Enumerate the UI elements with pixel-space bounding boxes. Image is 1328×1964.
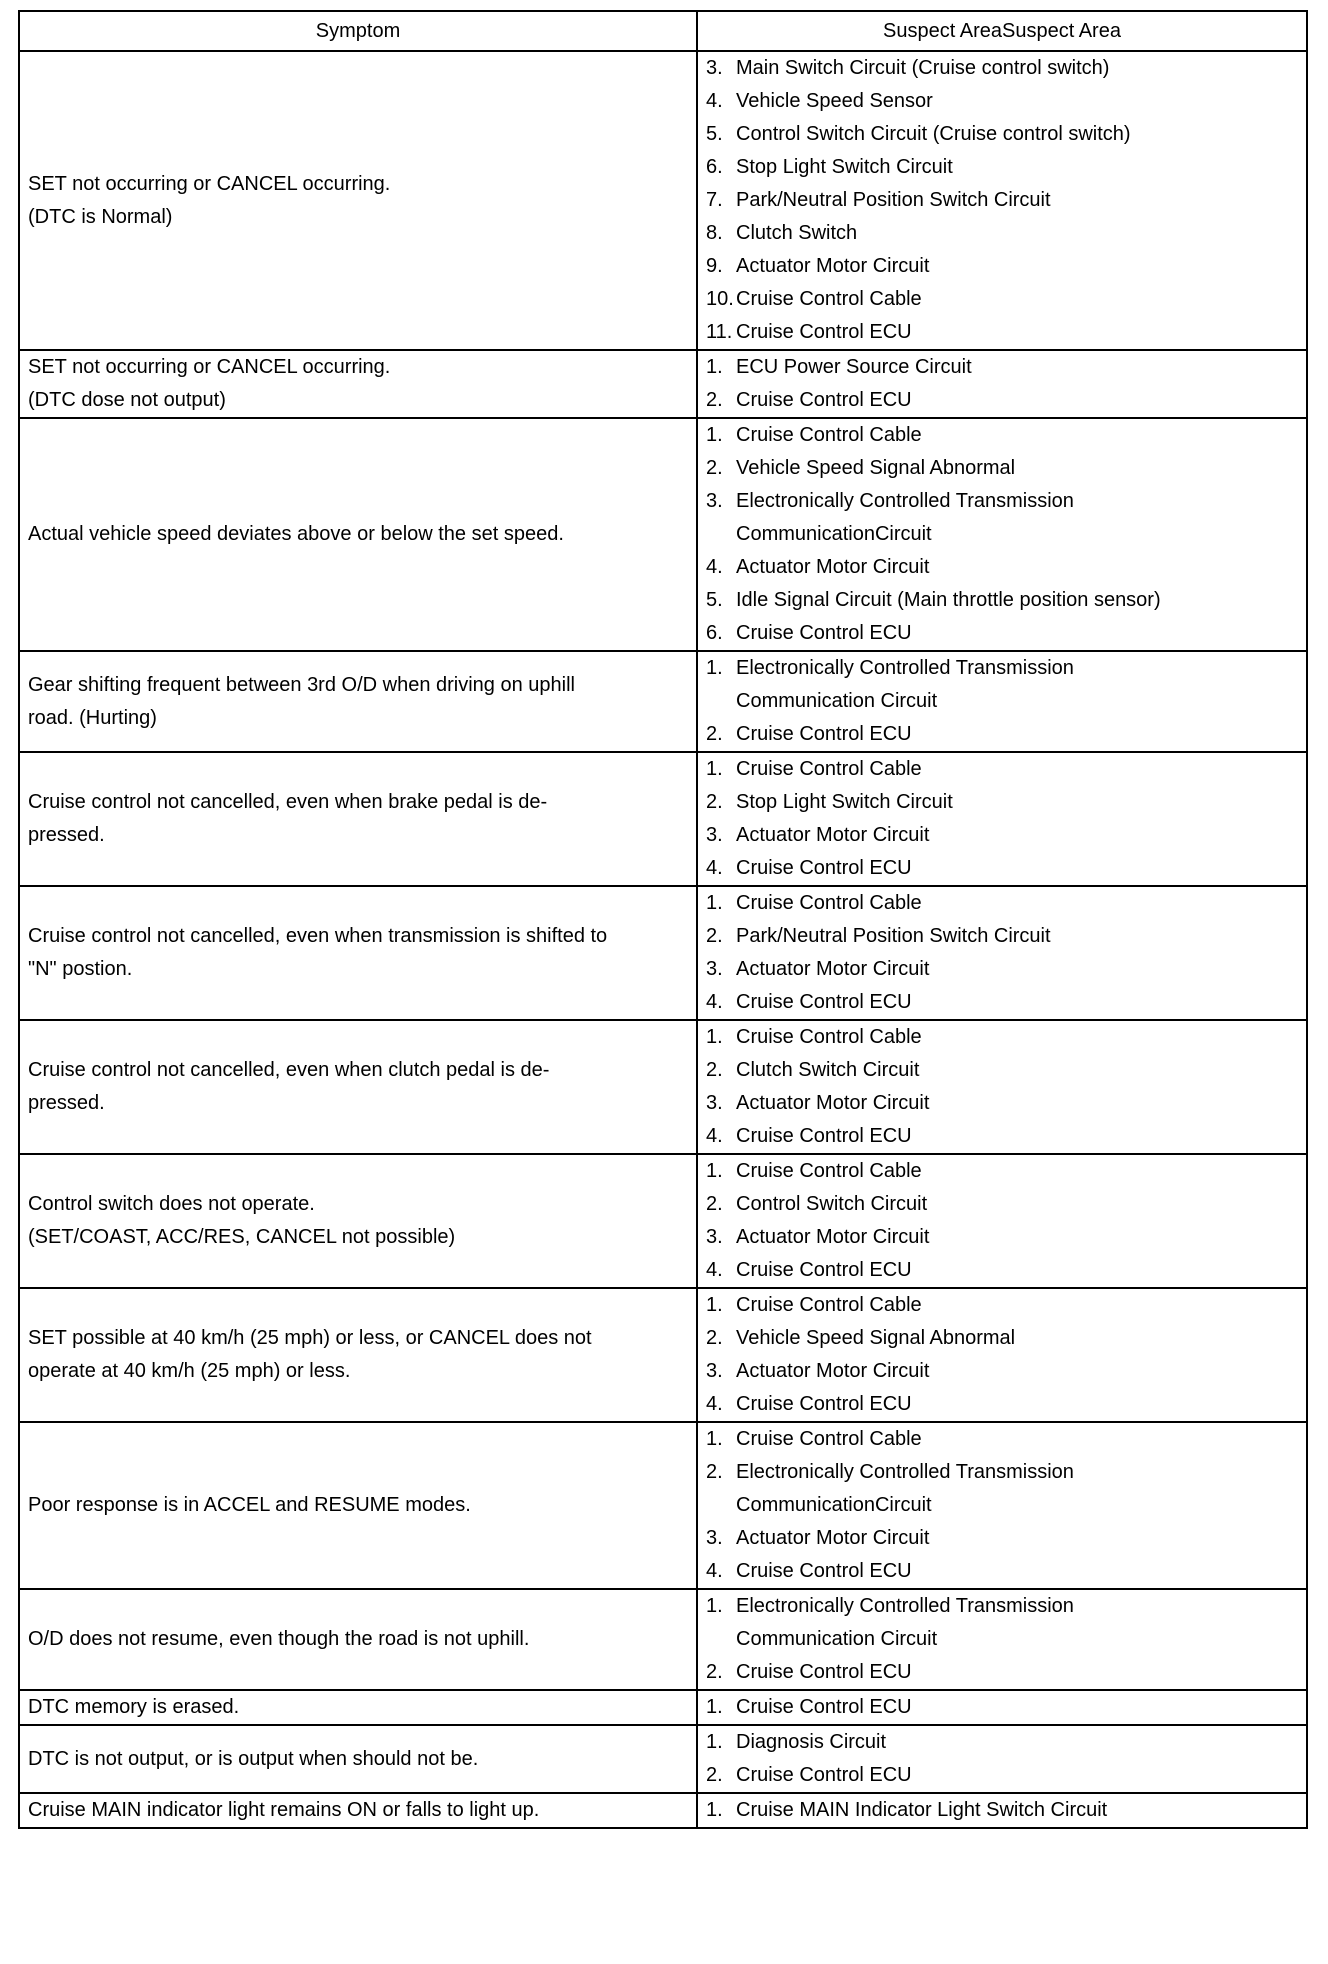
table-row xyxy=(19,1288,1307,1422)
suspect-area-cell xyxy=(697,51,1307,350)
suspect-item-text: Actuator Motor Circuit xyxy=(736,1226,930,1248)
suspect-item-text: Cruise Control Cable xyxy=(736,758,922,780)
suspect-item-text: Idle Signal Circuit (Main throttle position sensor) xyxy=(736,589,1161,611)
suspect-item xyxy=(706,1021,1298,1054)
suspect-item xyxy=(706,316,1298,349)
suspect-item-number: 2. xyxy=(706,1327,723,1349)
troubleshooting-table xyxy=(18,10,1308,1829)
suspect-item xyxy=(706,1289,1298,1322)
suspect-item-number: 1. xyxy=(706,1160,723,1182)
suspect-item xyxy=(706,1254,1298,1287)
suspect-item-number: 11. xyxy=(706,321,733,343)
suspect-item xyxy=(706,1188,1298,1221)
suspect-item-number: 4. xyxy=(706,556,723,578)
suspect-item-text: Cruise Control ECU xyxy=(736,321,912,343)
symptom-cell xyxy=(19,1288,697,1422)
table-row xyxy=(19,350,1307,418)
suspect-item xyxy=(706,283,1298,316)
symptom-cell xyxy=(19,1690,697,1725)
suspect-item-text: Electronically Controlled Transmission xyxy=(736,657,1074,679)
suspect-item-number: 4. xyxy=(706,991,723,1013)
suspect-item-number: 4. xyxy=(706,90,723,112)
suspect-item-text: Electronically Controlled Transmission xyxy=(736,1461,1074,1483)
suspect-item xyxy=(706,1555,1298,1588)
symptom-text-line: Poor response is in ACCEL and RESUME modes. xyxy=(28,1494,471,1516)
table-row xyxy=(19,1589,1307,1690)
table-row xyxy=(19,418,1307,651)
suspect-item xyxy=(706,1656,1298,1689)
suspect-item-number: 1. xyxy=(706,892,723,914)
suspect-item-text: Cruise Control ECU xyxy=(736,1696,912,1718)
suspect-item-number: 3. xyxy=(706,1360,723,1382)
suspect-item xyxy=(706,852,1298,885)
suspect-item xyxy=(706,617,1298,650)
symptom-text-line: Control switch does not operate. xyxy=(28,1193,315,1215)
header-row xyxy=(19,11,1307,51)
suspect-item xyxy=(706,1155,1298,1188)
suspect-item-text: Cruise Control Cable xyxy=(736,1160,922,1182)
suspect-item xyxy=(706,1087,1298,1120)
suspect-item-number: 1. xyxy=(706,424,723,446)
suspect-item-text: Cruise Control ECU xyxy=(736,1764,912,1786)
symptom-cell xyxy=(19,1793,697,1828)
suspect-item xyxy=(706,584,1298,617)
suspect-item-number: 2. xyxy=(706,723,723,745)
suspect-item xyxy=(706,250,1298,283)
suspect-area-cell xyxy=(697,886,1307,1020)
suspect-item-text: Clutch Switch Circuit xyxy=(736,1059,920,1081)
suspect-area-column-header: Suspect AreaSuspect Area xyxy=(697,11,1307,51)
suspect-item-text: Park/Neutral Position Switch Circuit xyxy=(736,189,1051,211)
suspect-item-number: 6. xyxy=(706,622,723,644)
suspect-area-cell xyxy=(697,350,1307,418)
suspect-item-number: 10. xyxy=(706,288,734,310)
symptom-text-line: DTC is not output, or is output when should not be. xyxy=(28,1747,479,1770)
symptom-text-line: Cruise control not cancelled, even when brake pedal is de- xyxy=(28,791,548,813)
suspect-item-text: Cruise Control Cable xyxy=(736,424,922,446)
suspect-item-text: Cruise Control Cable xyxy=(736,1026,922,1048)
suspect-item xyxy=(706,551,1298,584)
suspect-item xyxy=(706,786,1298,819)
suspect-item-text: Control Switch Circuit xyxy=(736,1193,928,1215)
suspect-item-number: 1. xyxy=(706,1799,723,1821)
suspect-item-number: 8. xyxy=(706,222,723,244)
symptom-text-line: pressed. xyxy=(28,824,105,846)
table-row xyxy=(19,1793,1307,1828)
suspect-item-number: 2. xyxy=(706,1059,723,1081)
suspect-item-number: 4. xyxy=(706,857,723,879)
suspect-item-text: Actuator Motor Circuit xyxy=(736,958,930,980)
suspect-item-text: Vehicle Speed Signal Abnormal xyxy=(736,457,1016,479)
symptom-cell xyxy=(19,1725,697,1793)
suspect-item-text: Cruise Control ECU xyxy=(736,1661,912,1683)
suspect-item xyxy=(706,1522,1298,1555)
table-row xyxy=(19,51,1307,350)
suspect-item-number: 2. xyxy=(706,791,723,813)
suspect-item xyxy=(706,351,1298,384)
symptom-cell xyxy=(19,752,697,886)
suspect-item-text: Clutch Switch xyxy=(736,222,858,244)
symptom-text-line: (DTC dose not output) xyxy=(28,389,226,411)
symptom-cell xyxy=(19,51,697,350)
symptom-text-line: Cruise control not cancelled, even when clutch pedal is de- xyxy=(28,1059,550,1081)
symptom-text-line: pressed. xyxy=(28,1092,105,1114)
suspect-item xyxy=(706,452,1298,485)
suspect-area-cell xyxy=(697,1690,1307,1725)
suspect-area-cell xyxy=(697,1725,1307,1793)
suspect-item-text: Actuator Motor Circuit xyxy=(736,1527,930,1549)
suspect-item-number: 1. xyxy=(706,1696,723,1718)
suspect-item xyxy=(706,118,1298,151)
suspect-item-text: Cruise Control Cable xyxy=(736,1294,922,1316)
suspect-area-cell xyxy=(697,1589,1307,1690)
suspect-area-cell xyxy=(697,1154,1307,1288)
suspect-item xyxy=(706,753,1298,786)
suspect-item-text: Park/Neutral Position Switch Circuit xyxy=(736,925,1051,947)
suspect-item-number: 1. xyxy=(706,758,723,780)
suspect-item xyxy=(706,1120,1298,1153)
suspect-item-number: 3. xyxy=(706,824,723,846)
symptom-cell xyxy=(19,1020,697,1154)
suspect-item-text: Electronically Controlled Transmission xyxy=(736,490,1074,512)
suspect-item xyxy=(706,384,1298,417)
suspect-item-text: Cruise MAIN Indicator Light Switch Circuit xyxy=(736,1799,1108,1821)
suspect-item xyxy=(706,1726,1298,1759)
suspect-item-number: 3. xyxy=(706,57,723,79)
suspect-item xyxy=(706,151,1298,184)
suspect-item-text: Cruise Control Cable xyxy=(736,288,922,310)
suspect-item-number: 1. xyxy=(706,1428,723,1450)
suspect-item-number: 2. xyxy=(706,1661,723,1683)
suspect-item xyxy=(706,85,1298,118)
suspect-item xyxy=(706,953,1298,986)
suspect-item-text: Main Switch Circuit (Cruise control switch) xyxy=(736,57,1110,79)
suspect-item-text: Actuator Motor Circuit xyxy=(736,255,930,277)
suspect-item-number: 1. xyxy=(706,657,723,679)
suspect-item xyxy=(706,718,1298,751)
suspect-item-text: Electronically Controlled Transmission xyxy=(736,1595,1074,1617)
symptom-cell xyxy=(19,1422,697,1589)
suspect-item-number: 3. xyxy=(706,1092,723,1114)
suspect-item-text: Cruise Control ECU xyxy=(736,991,912,1013)
symptom-cell xyxy=(19,418,697,651)
table-row xyxy=(19,886,1307,1020)
suspect-item-continuation: CommunicationCircuit xyxy=(736,523,932,545)
suspect-item-text: ECU Power Source Circuit xyxy=(736,356,972,378)
suspect-item-number: 4. xyxy=(706,1125,723,1147)
suspect-item-text: Cruise Control ECU xyxy=(736,1125,912,1147)
table-row xyxy=(19,651,1307,752)
symptom-cell xyxy=(19,1154,697,1288)
suspect-item xyxy=(706,1759,1298,1792)
suspect-item-number: 2. xyxy=(706,1764,723,1786)
table-row xyxy=(19,752,1307,886)
symptom-text-line: Cruise MAIN indicator light remains ON or falls to light up. xyxy=(28,1799,540,1821)
suspect-item-text: Cruise Control ECU xyxy=(736,723,912,745)
suspect-item-text: Stop Light Switch Circuit xyxy=(736,791,953,813)
suspect-item xyxy=(706,485,1298,518)
suspect-item-number: 1. xyxy=(706,1595,723,1617)
table-row xyxy=(19,1725,1307,1793)
suspect-item xyxy=(706,1456,1298,1489)
symptom-text-line: SET not occurring or CANCEL occurring. xyxy=(28,356,391,378)
symptom-cell xyxy=(19,886,697,1020)
symptom-text-line: operate at 40 km/h (25 mph) or less. xyxy=(28,1360,351,1382)
suspect-item-text: Stop Light Switch Circuit xyxy=(736,156,953,178)
suspect-item xyxy=(706,819,1298,852)
suspect-item xyxy=(706,887,1298,920)
suspect-item-number: 2. xyxy=(706,1461,723,1483)
symptom-text-line: SET possible at 40 km/h (25 mph) or less, or CANCEL does not xyxy=(28,1327,592,1349)
symptom-cell xyxy=(19,1589,697,1690)
suspect-item xyxy=(706,1355,1298,1388)
suspect-item-text: Diagnosis Circuit xyxy=(736,1731,887,1753)
symptom-text-line: (DTC is Normal) xyxy=(28,205,173,228)
suspect-item xyxy=(706,1054,1298,1087)
suspect-item xyxy=(706,1794,1298,1827)
suspect-item-text: Control Switch Circuit (Cruise control switch) xyxy=(736,123,1131,145)
suspect-item-number: 9. xyxy=(706,255,723,277)
symptom-text-line: road. (Hurting) xyxy=(28,706,157,729)
table-body xyxy=(19,51,1307,1828)
suspect-area-cell xyxy=(697,1288,1307,1422)
suspect-item-continuation: Communication Circuit xyxy=(736,1628,938,1650)
suspect-item-number: 5. xyxy=(706,123,723,145)
symptom-cell xyxy=(19,651,697,752)
suspect-item-number: 3. xyxy=(706,490,723,512)
suspect-item-number: 4. xyxy=(706,1560,723,1582)
suspect-item-number: 3. xyxy=(706,958,723,980)
suspect-item-number: 3. xyxy=(706,1226,723,1248)
suspect-area-cell xyxy=(697,651,1307,752)
suspect-item-text: Actuator Motor Circuit xyxy=(736,824,930,846)
suspect-item-text: Cruise Control ECU xyxy=(736,1259,912,1281)
suspect-item-text: Cruise Control Cable xyxy=(736,892,922,914)
suspect-item-continuation: CommunicationCircuit xyxy=(736,1494,932,1516)
suspect-item-text: Cruise Control ECU xyxy=(736,1393,912,1415)
suspect-item-number: 7. xyxy=(706,189,723,211)
suspect-item-text: Cruise Control Cable xyxy=(736,1428,922,1450)
suspect-item-text: Vehicle Speed Sensor xyxy=(736,90,933,112)
suspect-area-cell xyxy=(697,418,1307,651)
symptom-text-line: O/D does not resume, even though the road is not uphill. xyxy=(28,1628,530,1650)
suspect-item-number: 4. xyxy=(706,1393,723,1415)
table-row xyxy=(19,1154,1307,1288)
symptom-text-line: DTC memory is erased. xyxy=(28,1696,240,1718)
suspect-item xyxy=(706,52,1298,85)
suspect-item-text: Cruise Control ECU xyxy=(736,622,912,644)
suspect-item-number: 2. xyxy=(706,389,723,411)
symptom-column-header: Symptom xyxy=(19,11,697,51)
suspect-item-text: Cruise Control ECU xyxy=(736,1560,912,1582)
suspect-item xyxy=(706,419,1298,452)
suspect-item xyxy=(706,1388,1298,1421)
suspect-item-number: 2. xyxy=(706,1193,723,1215)
suspect-item xyxy=(706,1221,1298,1254)
suspect-item-number: 1. xyxy=(706,356,723,378)
suspect-item xyxy=(706,184,1298,217)
suspect-item-number: 3. xyxy=(706,1527,723,1549)
table-row xyxy=(19,1020,1307,1154)
suspect-item xyxy=(706,1423,1298,1456)
symptom-text-line: (SET/COAST, ACC/RES, CANCEL not possible) xyxy=(28,1226,456,1248)
suspect-item-text: Vehicle Speed Signal Abnormal xyxy=(736,1327,1016,1349)
suspect-item xyxy=(706,1322,1298,1355)
symptom-text-line: "N" postion. xyxy=(28,958,133,980)
suspect-item xyxy=(706,1691,1298,1724)
suspect-item xyxy=(706,1590,1298,1623)
suspect-item-number: 5. xyxy=(706,589,723,611)
suspect-item-number: 2. xyxy=(706,925,723,947)
suspect-item-text: Actuator Motor Circuit xyxy=(736,556,930,578)
suspect-area-cell xyxy=(697,1422,1307,1589)
suspect-item xyxy=(706,217,1298,250)
symptom-text-line: Cruise control not cancelled, even when transmission is shifted to xyxy=(28,925,608,947)
suspect-item-text: Actuator Motor Circuit xyxy=(736,1360,930,1382)
suspect-item xyxy=(706,920,1298,953)
symptom-text-line: Actual vehicle speed deviates above or below the set speed. xyxy=(28,523,564,545)
suspect-area-cell xyxy=(697,1020,1307,1154)
symptom-text-line: Gear shifting frequent between 3rd O/D when driving on uphill xyxy=(28,673,575,696)
suspect-item-continuation: Communication Circuit xyxy=(736,690,938,712)
suspect-item-text: Actuator Motor Circuit xyxy=(736,1092,930,1114)
suspect-area-cell xyxy=(697,1793,1307,1828)
suspect-item-text: Cruise Control ECU xyxy=(736,389,912,411)
suspect-item xyxy=(706,986,1298,1019)
suspect-item-text: Cruise Control ECU xyxy=(736,857,912,879)
suspect-item-number: 4. xyxy=(706,1259,723,1281)
symptom-cell xyxy=(19,350,697,418)
table-row xyxy=(19,1690,1307,1725)
suspect-item-number: 1. xyxy=(706,1294,723,1316)
suspect-item-number: 2. xyxy=(706,457,723,479)
suspect-item xyxy=(706,652,1298,685)
table-row xyxy=(19,1422,1307,1589)
symptom-text-line: SET not occurring or CANCEL occurring. xyxy=(28,172,391,195)
suspect-item-number: 1. xyxy=(706,1731,723,1753)
suspect-area-cell xyxy=(697,752,1307,886)
suspect-item-number: 1. xyxy=(706,1026,723,1048)
suspect-item-number: 6. xyxy=(706,156,723,178)
